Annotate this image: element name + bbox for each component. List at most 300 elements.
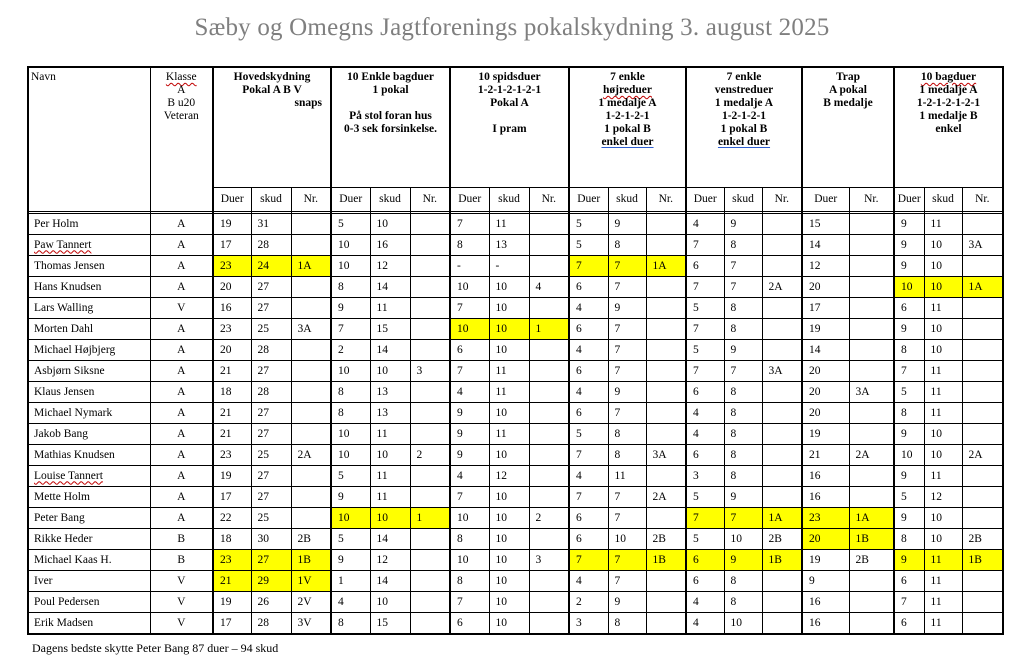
score-cell-nr bbox=[291, 487, 331, 508]
score-cell-duer: 9 bbox=[894, 466, 924, 487]
score-cell-duer: 20 bbox=[802, 382, 849, 403]
subheader-skud: skud bbox=[608, 188, 646, 212]
score-cell-nr bbox=[762, 466, 802, 487]
score-cell-duer: 4 bbox=[686, 592, 724, 613]
score-cell-nr bbox=[849, 592, 894, 613]
score-cell-duer: 6 bbox=[686, 571, 724, 592]
score-cell-nr bbox=[529, 361, 569, 382]
score-cell-duer: 9 bbox=[894, 508, 924, 529]
score-cell-skud: 12 bbox=[370, 256, 410, 277]
table-row bbox=[28, 403, 1003, 424]
score-cell-nr: 2 bbox=[410, 445, 450, 466]
score-cell-skud: 10 bbox=[489, 403, 529, 424]
score-cell-nr bbox=[410, 403, 450, 424]
score-cell-duer: 6 bbox=[569, 508, 608, 529]
score-cell-nr bbox=[849, 319, 894, 340]
score-cell-duer: 18 bbox=[213, 382, 251, 403]
score-cell-duer: 17 bbox=[802, 298, 849, 319]
score-cell-duer: 6 bbox=[686, 256, 724, 277]
score-cell-duer: 5 bbox=[894, 487, 924, 508]
score-cell-skud: 10 bbox=[489, 550, 529, 571]
score-cell-nr bbox=[529, 592, 569, 613]
score-cell-skud: 9 bbox=[724, 340, 762, 361]
score-cell-duer: 7 bbox=[450, 592, 489, 613]
score-cell-nr bbox=[646, 319, 686, 340]
shooter-name: Rikke Heder bbox=[28, 529, 150, 550]
score-cell-duer: 15 bbox=[802, 214, 849, 235]
score-cell-duer: 7 bbox=[686, 361, 724, 382]
subheader-nr: Nr. bbox=[529, 188, 569, 212]
score-cell-duer: 7 bbox=[894, 592, 924, 613]
score-cell-duer: 2 bbox=[331, 340, 370, 361]
score-cell-duer: 10 bbox=[331, 235, 370, 256]
score-cell-duer: 5 bbox=[331, 529, 370, 550]
score-cell-duer: 8 bbox=[331, 382, 370, 403]
score-cell-skud: 11 bbox=[489, 424, 529, 445]
enkle-bagduer-header: 10 Enkle bagduer 1 pokal På stol foran hus 0-3 sek forsinkelse. bbox=[331, 67, 450, 188]
score-cell-nr: 2A bbox=[291, 445, 331, 466]
score-cell-skud: 12 bbox=[370, 550, 410, 571]
score-cell-skud: 8 bbox=[724, 466, 762, 487]
shooter-name: Per Holm bbox=[28, 214, 150, 235]
shooter-klasse: V bbox=[150, 592, 213, 613]
score-cell-skud: 15 bbox=[370, 613, 410, 635]
score-cell-duer: 8 bbox=[331, 277, 370, 298]
score-cell-skud: 9 bbox=[724, 487, 762, 508]
score-cell-duer: 6 bbox=[450, 613, 489, 635]
score-cell-duer: 9 bbox=[802, 571, 849, 592]
score-cell-skud: 8 bbox=[724, 445, 762, 466]
score-cell-duer: 7 bbox=[569, 445, 608, 466]
score-cell-nr bbox=[529, 466, 569, 487]
score-cell-skud: 9 bbox=[608, 298, 646, 319]
score-cell-nr: 1B bbox=[962, 550, 1003, 571]
score-cell-skud: 10 bbox=[924, 319, 962, 340]
score-cell-duer: 7 bbox=[894, 361, 924, 382]
score-cell-nr bbox=[849, 571, 894, 592]
subheader-nr: Nr. bbox=[962, 188, 1003, 212]
shooter-klasse: A bbox=[150, 361, 213, 382]
table-row bbox=[28, 550, 1003, 571]
score-cell-duer: 5 bbox=[894, 382, 924, 403]
shooter-name: Mette Holm bbox=[28, 487, 150, 508]
score-cell-nr bbox=[410, 235, 450, 256]
score-cell-skud: 9 bbox=[724, 214, 762, 235]
score-cell-skud: 8 bbox=[608, 235, 646, 256]
score-cell-nr bbox=[410, 613, 450, 635]
score-cell-nr bbox=[762, 403, 802, 424]
shooter-klasse: A bbox=[150, 445, 213, 466]
score-cell-duer: 6 bbox=[569, 529, 608, 550]
score-cell-nr bbox=[762, 214, 802, 235]
score-cell-nr bbox=[962, 508, 1003, 529]
score-cell-skud: 13 bbox=[489, 235, 529, 256]
score-cell-skud: 10 bbox=[489, 508, 529, 529]
score-cell-nr bbox=[849, 235, 894, 256]
score-cell-nr bbox=[291, 214, 331, 235]
score-cell-nr bbox=[962, 361, 1003, 382]
subheader-duer: Duer bbox=[450, 188, 489, 212]
score-cell-nr bbox=[529, 298, 569, 319]
score-cell-skud: 10 bbox=[489, 445, 529, 466]
score-cell-duer: 6 bbox=[686, 550, 724, 571]
score-cell-duer: 8 bbox=[894, 529, 924, 550]
score-cell-skud: 11 bbox=[924, 298, 962, 319]
shooter-klasse: A bbox=[150, 319, 213, 340]
score-cell-duer: 23 bbox=[213, 319, 251, 340]
table-row bbox=[28, 361, 1003, 382]
score-cell-nr bbox=[962, 214, 1003, 235]
score-cell-nr: 2B bbox=[762, 529, 802, 550]
shooter-name: Asbjørn Siksne bbox=[28, 361, 150, 382]
shooter-klasse: A bbox=[150, 466, 213, 487]
score-cell-duer: 10 bbox=[894, 277, 924, 298]
score-cell-skud: 8 bbox=[724, 424, 762, 445]
score-cell-nr bbox=[529, 424, 569, 445]
score-cell-duer: 5 bbox=[569, 214, 608, 235]
score-cell-duer: 6 bbox=[894, 613, 924, 635]
shooter-klasse: B bbox=[150, 529, 213, 550]
table-row bbox=[28, 256, 1003, 277]
page-title: Sæby og Omegns Jagtforenings pokalskydning 3. august 2025 bbox=[194, 14, 830, 41]
score-cell-duer: 7 bbox=[686, 235, 724, 256]
score-cell-nr: 3A bbox=[646, 445, 686, 466]
score-cell-nr: 1 bbox=[529, 319, 569, 340]
score-cell-duer: 7 bbox=[450, 361, 489, 382]
subheader-nr: Nr. bbox=[410, 188, 450, 212]
score-cell-skud: 14 bbox=[370, 571, 410, 592]
score-cell-duer: 10 bbox=[331, 361, 370, 382]
score-cell-nr bbox=[962, 298, 1003, 319]
shooter-klasse: A bbox=[150, 256, 213, 277]
table-row bbox=[28, 529, 1003, 550]
score-cell-duer: 20 bbox=[213, 277, 251, 298]
score-cell-skud: 10 bbox=[924, 277, 962, 298]
subheader-nr: Nr. bbox=[849, 188, 894, 212]
shooter-name: Hans Knudsen bbox=[28, 277, 150, 298]
table-row bbox=[28, 214, 1003, 235]
score-cell-duer: 21 bbox=[213, 571, 251, 592]
score-cell-nr: 2A bbox=[849, 445, 894, 466]
score-cell-nr: 1A bbox=[849, 508, 894, 529]
score-cell-nr bbox=[529, 445, 569, 466]
table-row bbox=[28, 340, 1003, 361]
score-cell-duer: 7 bbox=[569, 256, 608, 277]
score-cell-skud: 27 bbox=[251, 424, 291, 445]
score-cell-duer: 9 bbox=[450, 445, 489, 466]
score-cell-duer: 4 bbox=[569, 340, 608, 361]
score-cell-skud: 7 bbox=[608, 361, 646, 382]
subheader-nr: Nr. bbox=[291, 188, 331, 212]
score-cell-nr bbox=[646, 466, 686, 487]
score-cell-skud: 10 bbox=[370, 361, 410, 382]
score-cell-skud: 11 bbox=[924, 550, 962, 571]
score-cell-skud: 14 bbox=[370, 340, 410, 361]
shooter-klasse: A bbox=[150, 487, 213, 508]
score-cell-duer: 7 bbox=[331, 319, 370, 340]
score-cell-skud: 14 bbox=[370, 277, 410, 298]
shooter-klasse: V bbox=[150, 571, 213, 592]
score-cell-duer: 9 bbox=[331, 298, 370, 319]
shooter-klasse: A bbox=[150, 403, 213, 424]
score-cell-nr: 2 bbox=[529, 508, 569, 529]
footer-note: Dagens bedste skytte Peter Bang 87 duer – 94 skud bbox=[32, 641, 279, 655]
score-cell-duer: 4 bbox=[569, 466, 608, 487]
klasse-header: Klasse A B u20 Veteran bbox=[150, 67, 213, 212]
score-cell-skud: 7 bbox=[724, 256, 762, 277]
score-cell-skud: 29 bbox=[251, 571, 291, 592]
table-row bbox=[28, 487, 1003, 508]
shooter-klasse: A bbox=[150, 382, 213, 403]
score-cell-skud: 8 bbox=[724, 319, 762, 340]
score-cell-nr: 3 bbox=[410, 361, 450, 382]
score-cell-nr bbox=[646, 571, 686, 592]
score-cell-skud: 12 bbox=[489, 466, 529, 487]
score-cell-skud: 9 bbox=[608, 592, 646, 613]
score-cell-nr bbox=[962, 613, 1003, 635]
score-cell-skud: 10 bbox=[724, 613, 762, 635]
score-cell-nr: 2B bbox=[962, 529, 1003, 550]
score-cell-nr bbox=[410, 298, 450, 319]
score-cell-nr bbox=[529, 403, 569, 424]
score-cell-skud: 27 bbox=[251, 487, 291, 508]
score-cell-nr: 1A bbox=[646, 256, 686, 277]
score-cell-skud: 8 bbox=[724, 298, 762, 319]
shooter-name: Iver bbox=[28, 571, 150, 592]
score-cell-nr bbox=[849, 424, 894, 445]
score-cell-skud: 27 bbox=[251, 277, 291, 298]
score-cell-duer: 23 bbox=[213, 550, 251, 571]
score-cell-duer: 6 bbox=[569, 361, 608, 382]
score-cell-skud: 8 bbox=[608, 613, 646, 635]
score-cell-duer: - bbox=[450, 256, 489, 277]
score-cell-duer: 4 bbox=[686, 403, 724, 424]
table-row bbox=[28, 277, 1003, 298]
score-cell-duer: 21 bbox=[213, 403, 251, 424]
score-cell-nr bbox=[762, 445, 802, 466]
score-cell-nr bbox=[762, 256, 802, 277]
score-cell-duer: 6 bbox=[686, 382, 724, 403]
score-cell-skud: 11 bbox=[924, 214, 962, 235]
score-cell-skud: 10 bbox=[924, 235, 962, 256]
score-cell-duer: 5 bbox=[331, 466, 370, 487]
score-cell-duer: 8 bbox=[450, 235, 489, 256]
score-cell-duer: 7 bbox=[686, 508, 724, 529]
score-cell-duer: 6 bbox=[894, 298, 924, 319]
score-cell-duer: 9 bbox=[894, 256, 924, 277]
score-cell-skud: 7 bbox=[608, 571, 646, 592]
score-cell-nr: 2A bbox=[962, 445, 1003, 466]
table-row bbox=[28, 592, 1003, 613]
score-cell-skud: - bbox=[489, 256, 529, 277]
score-cell-skud: 7 bbox=[608, 487, 646, 508]
hovedskydning-header: Hovedskydning Pokal A B V snaps bbox=[213, 67, 331, 188]
score-cell-nr: 2A bbox=[762, 277, 802, 298]
score-cell-skud: 27 bbox=[251, 361, 291, 382]
score-cell-duer: 9 bbox=[894, 214, 924, 235]
score-cell-nr bbox=[849, 214, 894, 235]
score-cell-nr bbox=[410, 214, 450, 235]
score-cell-skud: 10 bbox=[489, 277, 529, 298]
score-cell-skud: 14 bbox=[370, 529, 410, 550]
score-cell-nr: 2B bbox=[849, 550, 894, 571]
score-cell-duer: 16 bbox=[802, 613, 849, 635]
score-cell-nr bbox=[410, 487, 450, 508]
score-cell-nr bbox=[762, 319, 802, 340]
score-cell-nr bbox=[646, 508, 686, 529]
score-cell-duer: 6 bbox=[450, 340, 489, 361]
score-cell-nr bbox=[962, 424, 1003, 445]
score-cell-duer: 16 bbox=[213, 298, 251, 319]
score-cell-duer: 7 bbox=[450, 298, 489, 319]
score-cell-duer: 9 bbox=[894, 319, 924, 340]
subheader-duer: Duer bbox=[802, 188, 849, 212]
score-cell-nr bbox=[962, 592, 1003, 613]
results-table bbox=[27, 66, 1004, 635]
subheader-duer: Duer bbox=[331, 188, 370, 212]
score-cell-duer: 6 bbox=[569, 403, 608, 424]
subheader-skud: skud bbox=[370, 188, 410, 212]
score-cell-duer: 7 bbox=[569, 550, 608, 571]
score-cell-duer: 5 bbox=[686, 298, 724, 319]
score-cell-skud: 27 bbox=[251, 550, 291, 571]
score-cell-skud: 10 bbox=[924, 529, 962, 550]
score-cell-nr bbox=[410, 277, 450, 298]
score-cell-nr bbox=[646, 298, 686, 319]
shooter-name: Thomas Jensen bbox=[28, 256, 150, 277]
score-cell-skud: 27 bbox=[251, 403, 291, 424]
score-cell-nr bbox=[410, 571, 450, 592]
score-cell-duer: 3 bbox=[686, 466, 724, 487]
score-cell-duer: 2 bbox=[569, 592, 608, 613]
score-cell-skud: 10 bbox=[924, 256, 962, 277]
score-cell-nr bbox=[762, 424, 802, 445]
table-row bbox=[28, 319, 1003, 340]
table-row bbox=[28, 445, 1003, 466]
score-cell-nr bbox=[849, 256, 894, 277]
score-cell-skud: 8 bbox=[724, 403, 762, 424]
score-cell-duer: 8 bbox=[894, 340, 924, 361]
score-cell-duer: 21 bbox=[802, 445, 849, 466]
venstreduer-header: 7 enkle venstreduer 1 medalje A 1-2-1-2-1 1 pokal B enkel duer bbox=[686, 67, 802, 188]
score-cell-duer: 1 bbox=[331, 571, 370, 592]
shooter-klasse: V bbox=[150, 298, 213, 319]
score-cell-duer: 22 bbox=[213, 508, 251, 529]
shooter-klasse: A bbox=[150, 508, 213, 529]
shooter-name: Klaus Jensen bbox=[28, 382, 150, 403]
shooter-name: Morten Dahl bbox=[28, 319, 150, 340]
subheader-duer: Duer bbox=[894, 188, 924, 212]
score-cell-nr bbox=[646, 403, 686, 424]
score-cell-nr bbox=[410, 382, 450, 403]
score-cell-skud: 9 bbox=[608, 214, 646, 235]
score-cell-nr bbox=[962, 340, 1003, 361]
shooter-klasse: A bbox=[150, 424, 213, 445]
score-cell-skud: 11 bbox=[489, 214, 529, 235]
score-cell-skud: 8 bbox=[724, 235, 762, 256]
score-cell-nr: 1A bbox=[762, 508, 802, 529]
bagduer-header: 10 bagduer 1 medalje A 1-2-1-2-1-2-1 1 medalje B enkel bbox=[894, 67, 1003, 188]
table-row bbox=[28, 424, 1003, 445]
score-cell-nr: 3A bbox=[291, 319, 331, 340]
score-cell-nr: 2V bbox=[291, 592, 331, 613]
score-cell-duer: 21 bbox=[213, 361, 251, 382]
score-cell-nr bbox=[762, 340, 802, 361]
score-cell-nr: 1V bbox=[291, 571, 331, 592]
score-cell-duer: 8 bbox=[331, 613, 370, 635]
shooter-name: Louise Tannert bbox=[28, 466, 150, 487]
score-cell-duer: 20 bbox=[213, 340, 251, 361]
score-cell-skud: 11 bbox=[370, 298, 410, 319]
score-cell-skud: 10 bbox=[489, 319, 529, 340]
score-cell-nr bbox=[410, 550, 450, 571]
score-cell-duer: 8 bbox=[331, 403, 370, 424]
score-cell-nr bbox=[529, 340, 569, 361]
score-cell-nr bbox=[410, 319, 450, 340]
score-cell-duer: 10 bbox=[450, 508, 489, 529]
score-cell-skud: 10 bbox=[489, 487, 529, 508]
score-cell-duer: 23 bbox=[213, 445, 251, 466]
score-cell-skud: 7 bbox=[608, 403, 646, 424]
score-cell-nr bbox=[962, 403, 1003, 424]
score-cell-skud: 7 bbox=[608, 277, 646, 298]
score-cell-duer: 18 bbox=[213, 529, 251, 550]
score-cell-duer: 7 bbox=[450, 214, 489, 235]
score-cell-skud: 10 bbox=[924, 340, 962, 361]
score-cell-nr: 3 bbox=[529, 550, 569, 571]
score-cell-duer: 4 bbox=[569, 298, 608, 319]
score-cell-nr bbox=[849, 466, 894, 487]
score-cell-duer: 23 bbox=[213, 256, 251, 277]
score-cell-nr bbox=[291, 403, 331, 424]
score-cell-nr: 4 bbox=[529, 277, 569, 298]
score-cell-skud: 10 bbox=[489, 592, 529, 613]
table-row bbox=[28, 508, 1003, 529]
score-cell-skud: 10 bbox=[370, 508, 410, 529]
shooter-name: Michael Kaas H. bbox=[28, 550, 150, 571]
score-cell-skud: 8 bbox=[724, 382, 762, 403]
score-cell-skud: 7 bbox=[724, 508, 762, 529]
subheader-nr: Nr. bbox=[646, 188, 686, 212]
subheader-skud: skud bbox=[724, 188, 762, 212]
score-cell-duer: 17 bbox=[213, 613, 251, 635]
navn-header: Navn bbox=[28, 67, 150, 212]
shooter-klasse: A bbox=[150, 277, 213, 298]
score-cell-nr bbox=[762, 235, 802, 256]
score-cell-nr bbox=[849, 403, 894, 424]
score-cell-skud: 28 bbox=[251, 235, 291, 256]
score-cell-duer: 17 bbox=[213, 235, 251, 256]
score-cell-skud: 11 bbox=[370, 424, 410, 445]
score-cell-nr bbox=[529, 529, 569, 550]
score-cell-nr bbox=[962, 256, 1003, 277]
score-cell-nr bbox=[962, 382, 1003, 403]
score-cell-nr bbox=[762, 571, 802, 592]
score-cell-nr bbox=[962, 466, 1003, 487]
score-cell-duer: 10 bbox=[450, 550, 489, 571]
score-cell-duer: 8 bbox=[894, 403, 924, 424]
score-cell-nr bbox=[849, 277, 894, 298]
score-cell-nr bbox=[646, 592, 686, 613]
score-cell-skud: 10 bbox=[924, 508, 962, 529]
score-cell-skud: 13 bbox=[370, 382, 410, 403]
score-cell-nr bbox=[291, 340, 331, 361]
score-cell-duer: 5 bbox=[569, 424, 608, 445]
score-cell-nr bbox=[849, 340, 894, 361]
score-cell-duer: 19 bbox=[802, 424, 849, 445]
score-cell-skud: 30 bbox=[251, 529, 291, 550]
score-cell-skud: 7 bbox=[608, 319, 646, 340]
